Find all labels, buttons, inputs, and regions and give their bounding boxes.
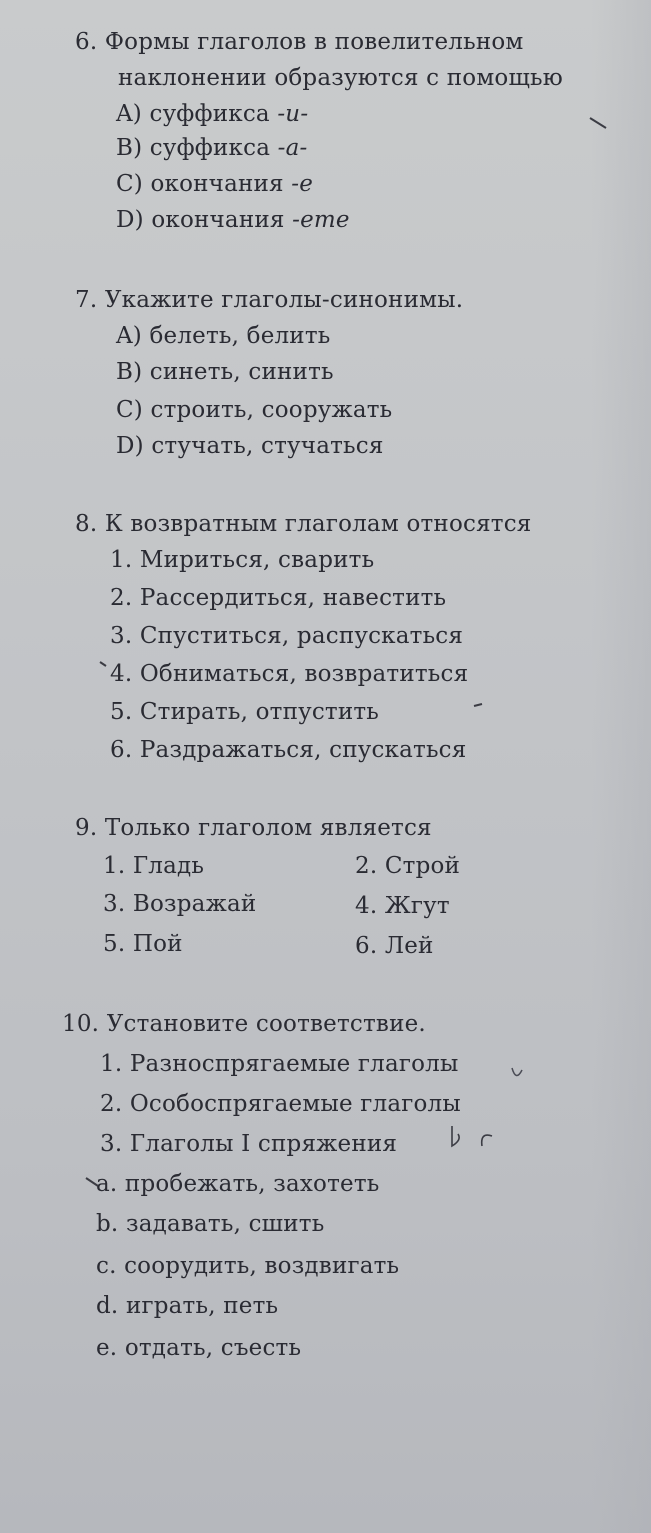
q7-option-b: B) синеть, синить xyxy=(116,359,334,385)
q9-option-5: 5. Пой xyxy=(103,931,183,957)
q9-title: 9. Только глаголом является xyxy=(75,815,432,841)
q8-option-4: 4. Обниматься, возвратиться xyxy=(110,661,469,687)
q7-option-d: D) стучать, стучаться xyxy=(116,433,384,459)
q6-option-b: B) суффикса -а- xyxy=(116,135,308,161)
q7-option-c: C) строить, сооружать xyxy=(116,397,393,423)
q10-answer-a: a. пробежать, захотеть xyxy=(96,1171,380,1197)
q8-option-1: 1. Мириться, сварить xyxy=(110,547,375,573)
q9-option-6: 6. Лей xyxy=(355,933,434,959)
q10-answer-b: b. задавать, сшить xyxy=(96,1211,325,1237)
q10-item-2: 2. Особоспрягаемые глаголы xyxy=(100,1091,461,1117)
pencil-letter-c-mark xyxy=(482,1135,492,1146)
q7-option-a: A) белеть, белить xyxy=(116,323,331,349)
pencil-dot-mark xyxy=(100,662,106,666)
q10-answer-d: d. играть, петь xyxy=(96,1293,279,1319)
q6-title-line2: наклонении образуются с помощью xyxy=(118,65,564,91)
q9-option-4: 4. Жгут xyxy=(355,893,450,919)
pencil-dash-mark xyxy=(474,704,482,706)
q6-option-c: C) окончания -е xyxy=(116,171,314,197)
q6-option-a: A) суффикса -и- xyxy=(116,101,309,127)
q7-title: 7. Укажите глаголы-синонимы. xyxy=(75,287,464,313)
q8-option-3: 3. Спуститься, распускаться xyxy=(110,623,464,649)
q10-title: 10. Установите соответствие. xyxy=(62,1011,426,1037)
pencil-tick-mark xyxy=(590,118,606,128)
q9-option-3: 3. Возражай xyxy=(103,891,257,917)
q6-option-d: D) окончания -ете xyxy=(116,207,350,233)
q9-option-2: 2. Строй xyxy=(355,853,461,879)
q10-answer-c: c. соорудить, воздвигать xyxy=(96,1253,400,1279)
q8-title: 8. К возвратным глаголам относятся xyxy=(75,511,532,537)
q10-answer-e: e. отдать, съесть xyxy=(96,1335,302,1361)
q8-option-5: 5. Стирать, отпустить xyxy=(110,699,380,725)
q6-title-line1: 6. Формы глаголов в повелительном xyxy=(75,29,524,55)
q10-item-1: 1. Разноспрягаемые глаголы xyxy=(100,1051,459,1077)
pencil-letter-b-mark xyxy=(452,1126,459,1146)
q8-option-6: 6. Раздражаться, спускаться xyxy=(110,737,467,763)
q10-item-3: 3. Глаголы I спряжения xyxy=(100,1131,398,1157)
pencil-slash-mark xyxy=(86,1178,98,1186)
q8-option-2: 2. Рассердиться, навестить xyxy=(110,585,447,611)
q9-option-1: 1. Гладь xyxy=(103,853,205,879)
pencil-squiggle-mark xyxy=(512,1068,522,1076)
